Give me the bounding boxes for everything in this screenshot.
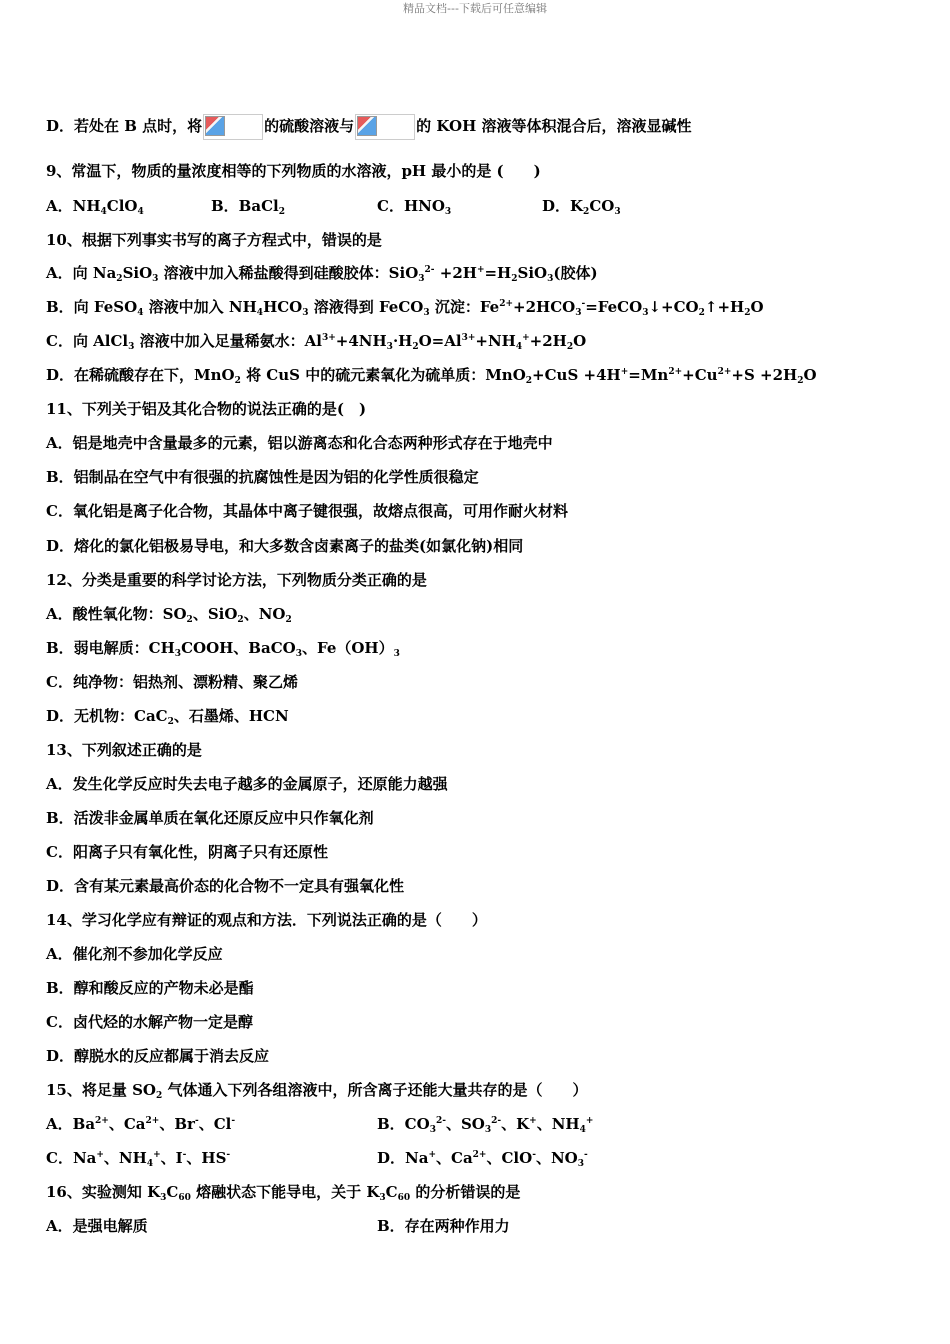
- document-line: [46, 399, 366, 419]
- document-line: [46, 114, 691, 140]
- subscript: 2: [797, 376, 804, 386]
- text-run: =FeCO: [585, 298, 643, 316]
- document-line: [46, 978, 254, 998]
- subscript: 3: [429, 1125, 436, 1135]
- subscript: 2: [278, 207, 285, 217]
- text-run: 、Br: [159, 1115, 195, 1133]
- document-line: [46, 501, 568, 521]
- subscript: 4: [137, 308, 144, 318]
- text-run: SiO: [122, 264, 153, 282]
- text-run: A．Ba: [46, 1115, 96, 1133]
- document-line: [46, 808, 374, 828]
- text-run: 的硫酸溶液与: [264, 117, 355, 135]
- superscript: 2-: [491, 1116, 502, 1126]
- subscript: 4: [579, 1125, 586, 1135]
- text-run: A．催化剂不参加化学反应: [46, 945, 223, 963]
- text-run: C．阳离子只有氧化性，阴离子只有还原性: [46, 843, 328, 861]
- superscript: 2-: [435, 1116, 446, 1126]
- text-run: COOH、BaCO: [181, 639, 296, 657]
- subscript: 3: [577, 1159, 584, 1169]
- text-run: A．发生化学反应时失去电子越多的金属原子，还原能力越强: [46, 775, 448, 793]
- subscript: 2: [566, 342, 574, 352]
- superscript: 2+: [95, 1116, 109, 1126]
- text-run: 9、常温下，物质的量浓度相等的下列物质的水溶液，pH 最小的是 ( ): [46, 162, 541, 180]
- text-run: +NH: [475, 332, 516, 350]
- document-line: [46, 944, 223, 964]
- text-run: A．向 Na: [46, 264, 117, 282]
- text-run: D．醇脱水的反应都属于消去反应: [46, 1047, 270, 1065]
- text-run: 13、下列叙述正确的是: [46, 741, 202, 759]
- document-line: [46, 774, 448, 794]
- superscript: 2-: [424, 265, 435, 275]
- text-run: +CuS +4H: [532, 366, 621, 384]
- text-run: CO: [589, 197, 615, 215]
- text-run: 15、将足量 SO: [46, 1081, 156, 1099]
- subscript: 3: [393, 649, 400, 659]
- superscript: 2+: [668, 367, 683, 377]
- option-column: [377, 1114, 593, 1134]
- option-column: [46, 196, 144, 216]
- option-column: [46, 1216, 148, 1236]
- subscript: 3: [302, 308, 309, 318]
- document-line: [46, 433, 553, 453]
- subscript: 3: [152, 274, 159, 284]
- subscript: 60: [178, 1193, 191, 1203]
- superscript: 2+: [499, 299, 514, 309]
- superscript: 3+: [461, 333, 476, 343]
- text-run: C．氧化铝是离子化合物，其晶体中离子键很强，故熔点很高，可用作耐火材料: [46, 502, 568, 520]
- superscript: 2+: [145, 1116, 160, 1126]
- superscript: +: [428, 1150, 436, 1160]
- superscript: -: [226, 1150, 231, 1160]
- subscript: 3: [575, 308, 582, 318]
- text-run: 10、根据下列事实书写的离子方程式中，错误的是: [46, 231, 382, 249]
- subscript: 2: [744, 308, 751, 318]
- document-line: [46, 570, 427, 590]
- subscript: 60: [397, 1193, 411, 1203]
- subscript: 3: [547, 274, 554, 284]
- superscript: +: [620, 367, 629, 377]
- option-column: [377, 1216, 510, 1236]
- subscript: 3: [379, 1193, 386, 1203]
- text-run: 、ClO: [486, 1149, 533, 1167]
- text-run: D．含有某元素最高价态的化合物不一定具有强氧化性: [46, 877, 405, 895]
- text-run: B．活泼非金属单质在氧化还原反应中只作氧化剂: [46, 809, 374, 827]
- superscript: +: [522, 333, 530, 343]
- subscript: 3: [128, 342, 135, 352]
- text-run: 、SiO: [192, 605, 238, 623]
- text-run: SiO: [517, 264, 548, 282]
- text-run: C．纯净物：铝热剂、漂粉精、聚乙烯: [46, 673, 298, 691]
- superscript: -: [532, 1150, 536, 1160]
- subscript: 3: [642, 308, 649, 318]
- subscript: 3: [386, 342, 393, 352]
- document-line: [46, 1046, 269, 1066]
- text-run: O: [803, 366, 817, 384]
- option-column: [211, 196, 285, 216]
- text-run: D．无机物：CaC: [46, 707, 168, 725]
- text-run: B．存在两种作用力: [377, 1217, 510, 1235]
- text-run: 、I: [160, 1149, 183, 1167]
- text-run: 14、学习化学应有辩证的观点和方法．下列说法正确的是（ ）: [46, 911, 487, 929]
- subscript: 3: [484, 1125, 492, 1135]
- text-run: 12、分类是重要的科学讨论方法，下列物质分类正确的是: [46, 571, 427, 589]
- text-run: 、NO: [243, 605, 286, 623]
- text-run: 溶液得到 FeCO: [308, 298, 424, 316]
- document-line: [46, 1080, 588, 1100]
- superscript: -: [182, 1150, 187, 1160]
- text-run: D．若处在 B 点时，将: [46, 117, 203, 135]
- subscript: 2: [156, 1091, 163, 1101]
- text-run: D．K: [542, 197, 584, 215]
- subscript: 3: [295, 649, 302, 659]
- superscript: -: [584, 1150, 588, 1160]
- subscript: 2: [583, 207, 590, 217]
- option-column: [46, 1114, 235, 1134]
- subscript: 3: [418, 274, 425, 284]
- text-run: +2HCO: [513, 298, 576, 316]
- document-line: [46, 365, 817, 385]
- subscript: 3: [423, 308, 430, 318]
- document-line: [46, 842, 328, 862]
- subscript: 4: [515, 342, 523, 352]
- superscript: 3+: [321, 333, 336, 343]
- text-run: C．Na: [46, 1149, 97, 1167]
- option-column: [377, 1148, 588, 1168]
- subscript: 2: [285, 615, 292, 625]
- document-line: [46, 1012, 253, 1032]
- text-run: 的 KOH 溶液等体积混合后，溶液显碱性: [416, 117, 692, 135]
- text-run: 、Cl: [198, 1115, 232, 1133]
- text-run: 溶液中加入稀盐酸得到硅酸胶体：SiO: [158, 264, 419, 282]
- text-run: 11、下列关于铝及其化合物的说法正确的是( ): [46, 400, 367, 418]
- text-run: B．弱电解质：CH: [46, 639, 175, 657]
- text-run: O: [750, 298, 764, 316]
- text-run: C: [385, 1183, 398, 1201]
- text-run: D．熔化的氯化铝极易导电，和大多数含卤素离子的盐类(如氯化钠)相同: [46, 537, 524, 555]
- document-line: [46, 331, 586, 351]
- text-run: 沉淀：Fe: [429, 298, 500, 316]
- text-run: C．HNO: [377, 197, 445, 215]
- page-header: 精品文档---下载后可任意编辑: [403, 2, 547, 15]
- text-run: A．是强电解质: [46, 1217, 148, 1235]
- document-line: [46, 1182, 520, 1202]
- text-run: +4NH: [335, 332, 387, 350]
- text-run: 将 CuS 中的硫元素氧化为硫单质：MnO: [240, 366, 526, 384]
- text-run: D．Na: [377, 1149, 429, 1167]
- text-run: D．在稀硫酸存在下，MnO: [46, 366, 235, 384]
- text-run: +2H: [434, 264, 477, 282]
- text-run: B．铝制品在空气中有很强的抗腐蚀性是因为铝的化学性质很稳定: [46, 468, 479, 486]
- text-run: 、石墨烯、HCN: [173, 707, 289, 725]
- text-run: =H: [484, 264, 512, 282]
- subscript: 3: [444, 207, 452, 217]
- subscript: 4: [100, 207, 107, 217]
- document-line: [46, 604, 292, 624]
- text-run: B．醇和酸反应的产物未必是酯: [46, 979, 254, 997]
- formula-image-placeholder: [203, 114, 263, 140]
- text-run: 16、实验测知 K: [46, 1183, 161, 1201]
- text-run: 、NH: [536, 1115, 580, 1133]
- subscript: 3: [614, 207, 621, 217]
- document-line: [46, 910, 487, 930]
- text-run: C．卤代烃的水解产物一定是醇: [46, 1013, 253, 1031]
- superscript: -: [581, 299, 586, 309]
- text-run: 、NO: [535, 1149, 578, 1167]
- text-run: (胶体): [553, 264, 598, 282]
- document-line: [46, 467, 479, 487]
- text-run: B．BaCl: [211, 197, 279, 215]
- subscript: 2: [237, 615, 244, 625]
- text-run: C: [166, 1183, 179, 1201]
- text-run: B．向 FeSO: [46, 298, 138, 316]
- text-run: 的分析错误的是: [410, 1183, 521, 1201]
- text-run: A．酸性氧化物：SO: [46, 605, 187, 623]
- text-run: 溶液中加入足量稀氨水：Al: [134, 332, 322, 350]
- subscript: 2: [234, 376, 241, 386]
- text-run: 溶液中加入 NH: [143, 298, 257, 316]
- option-column: [46, 1148, 230, 1168]
- superscript: 2+: [472, 1150, 487, 1160]
- subscript: 2: [167, 717, 174, 727]
- document-line: [46, 876, 404, 896]
- document-line: [46, 161, 541, 181]
- text-run: ·H: [392, 332, 413, 350]
- text-run: HCO: [263, 298, 303, 316]
- broken-image-icon: [357, 116, 377, 136]
- document-line: [46, 740, 202, 760]
- document-line: [46, 230, 382, 250]
- text-run: 气体通入下列各组溶液中，所含离子还能大量共存的是（ ）: [162, 1081, 588, 1099]
- subscript: 3: [160, 1193, 167, 1203]
- text-run: +S +2H: [731, 366, 798, 384]
- text-run: ClO: [106, 197, 138, 215]
- subscript: 2: [511, 274, 518, 284]
- superscript: +: [585, 1116, 594, 1126]
- text-run: 、Fe（OH）: [301, 639, 394, 657]
- text-run: 、NH: [103, 1149, 147, 1167]
- document-line: [46, 638, 400, 658]
- subscript: 2: [186, 615, 193, 625]
- superscript: +: [476, 265, 485, 275]
- superscript: +: [96, 1150, 104, 1160]
- subscript: 2: [412, 342, 419, 352]
- text-run: =Mn: [628, 366, 669, 384]
- document-line: [46, 536, 523, 556]
- text-run: 、K: [501, 1115, 530, 1133]
- superscript: 2+: [717, 367, 732, 377]
- option-column: [542, 196, 621, 216]
- document-line: [46, 263, 598, 283]
- text-run: 、Ca: [108, 1115, 146, 1133]
- text-run: B．CO: [377, 1115, 430, 1133]
- superscript: -: [194, 1116, 199, 1126]
- text-run: 、SO: [445, 1115, 485, 1133]
- text-run: 、HS: [186, 1149, 227, 1167]
- superscript: -: [231, 1116, 236, 1126]
- subscript: 4: [137, 207, 144, 217]
- formula-image-placeholder: [355, 114, 415, 140]
- subscript: 4: [256, 308, 264, 318]
- text-run: 、Ca: [436, 1149, 473, 1167]
- subscript: 2: [525, 376, 533, 386]
- text-run: +Cu: [682, 366, 718, 384]
- document-line: [46, 297, 764, 317]
- subscript: 4: [146, 1159, 154, 1169]
- broken-image-icon: [205, 116, 225, 136]
- subscript: 3: [174, 649, 182, 659]
- text-run: C．向 AlCl: [46, 332, 129, 350]
- document-line: [46, 672, 298, 692]
- text-run: ↓+CO: [648, 298, 699, 316]
- superscript: +: [153, 1150, 161, 1160]
- text-run: 熔融状态下能导电，关于 K: [190, 1183, 380, 1201]
- text-run: A．铝是地壳中含量最多的元素，铝以游离态和化合态两种形式存在于地壳中: [46, 434, 553, 452]
- text-run: O: [573, 332, 587, 350]
- text-run: A．NH: [46, 197, 101, 215]
- document-line: [46, 706, 289, 726]
- subscript: 2: [698, 308, 705, 318]
- superscript: +: [529, 1116, 537, 1126]
- text-run: ↑+H: [704, 298, 745, 316]
- text-run: +2H: [529, 332, 567, 350]
- text-run: O=Al: [418, 332, 462, 350]
- option-column: [377, 196, 451, 216]
- subscript: 2: [116, 274, 123, 284]
